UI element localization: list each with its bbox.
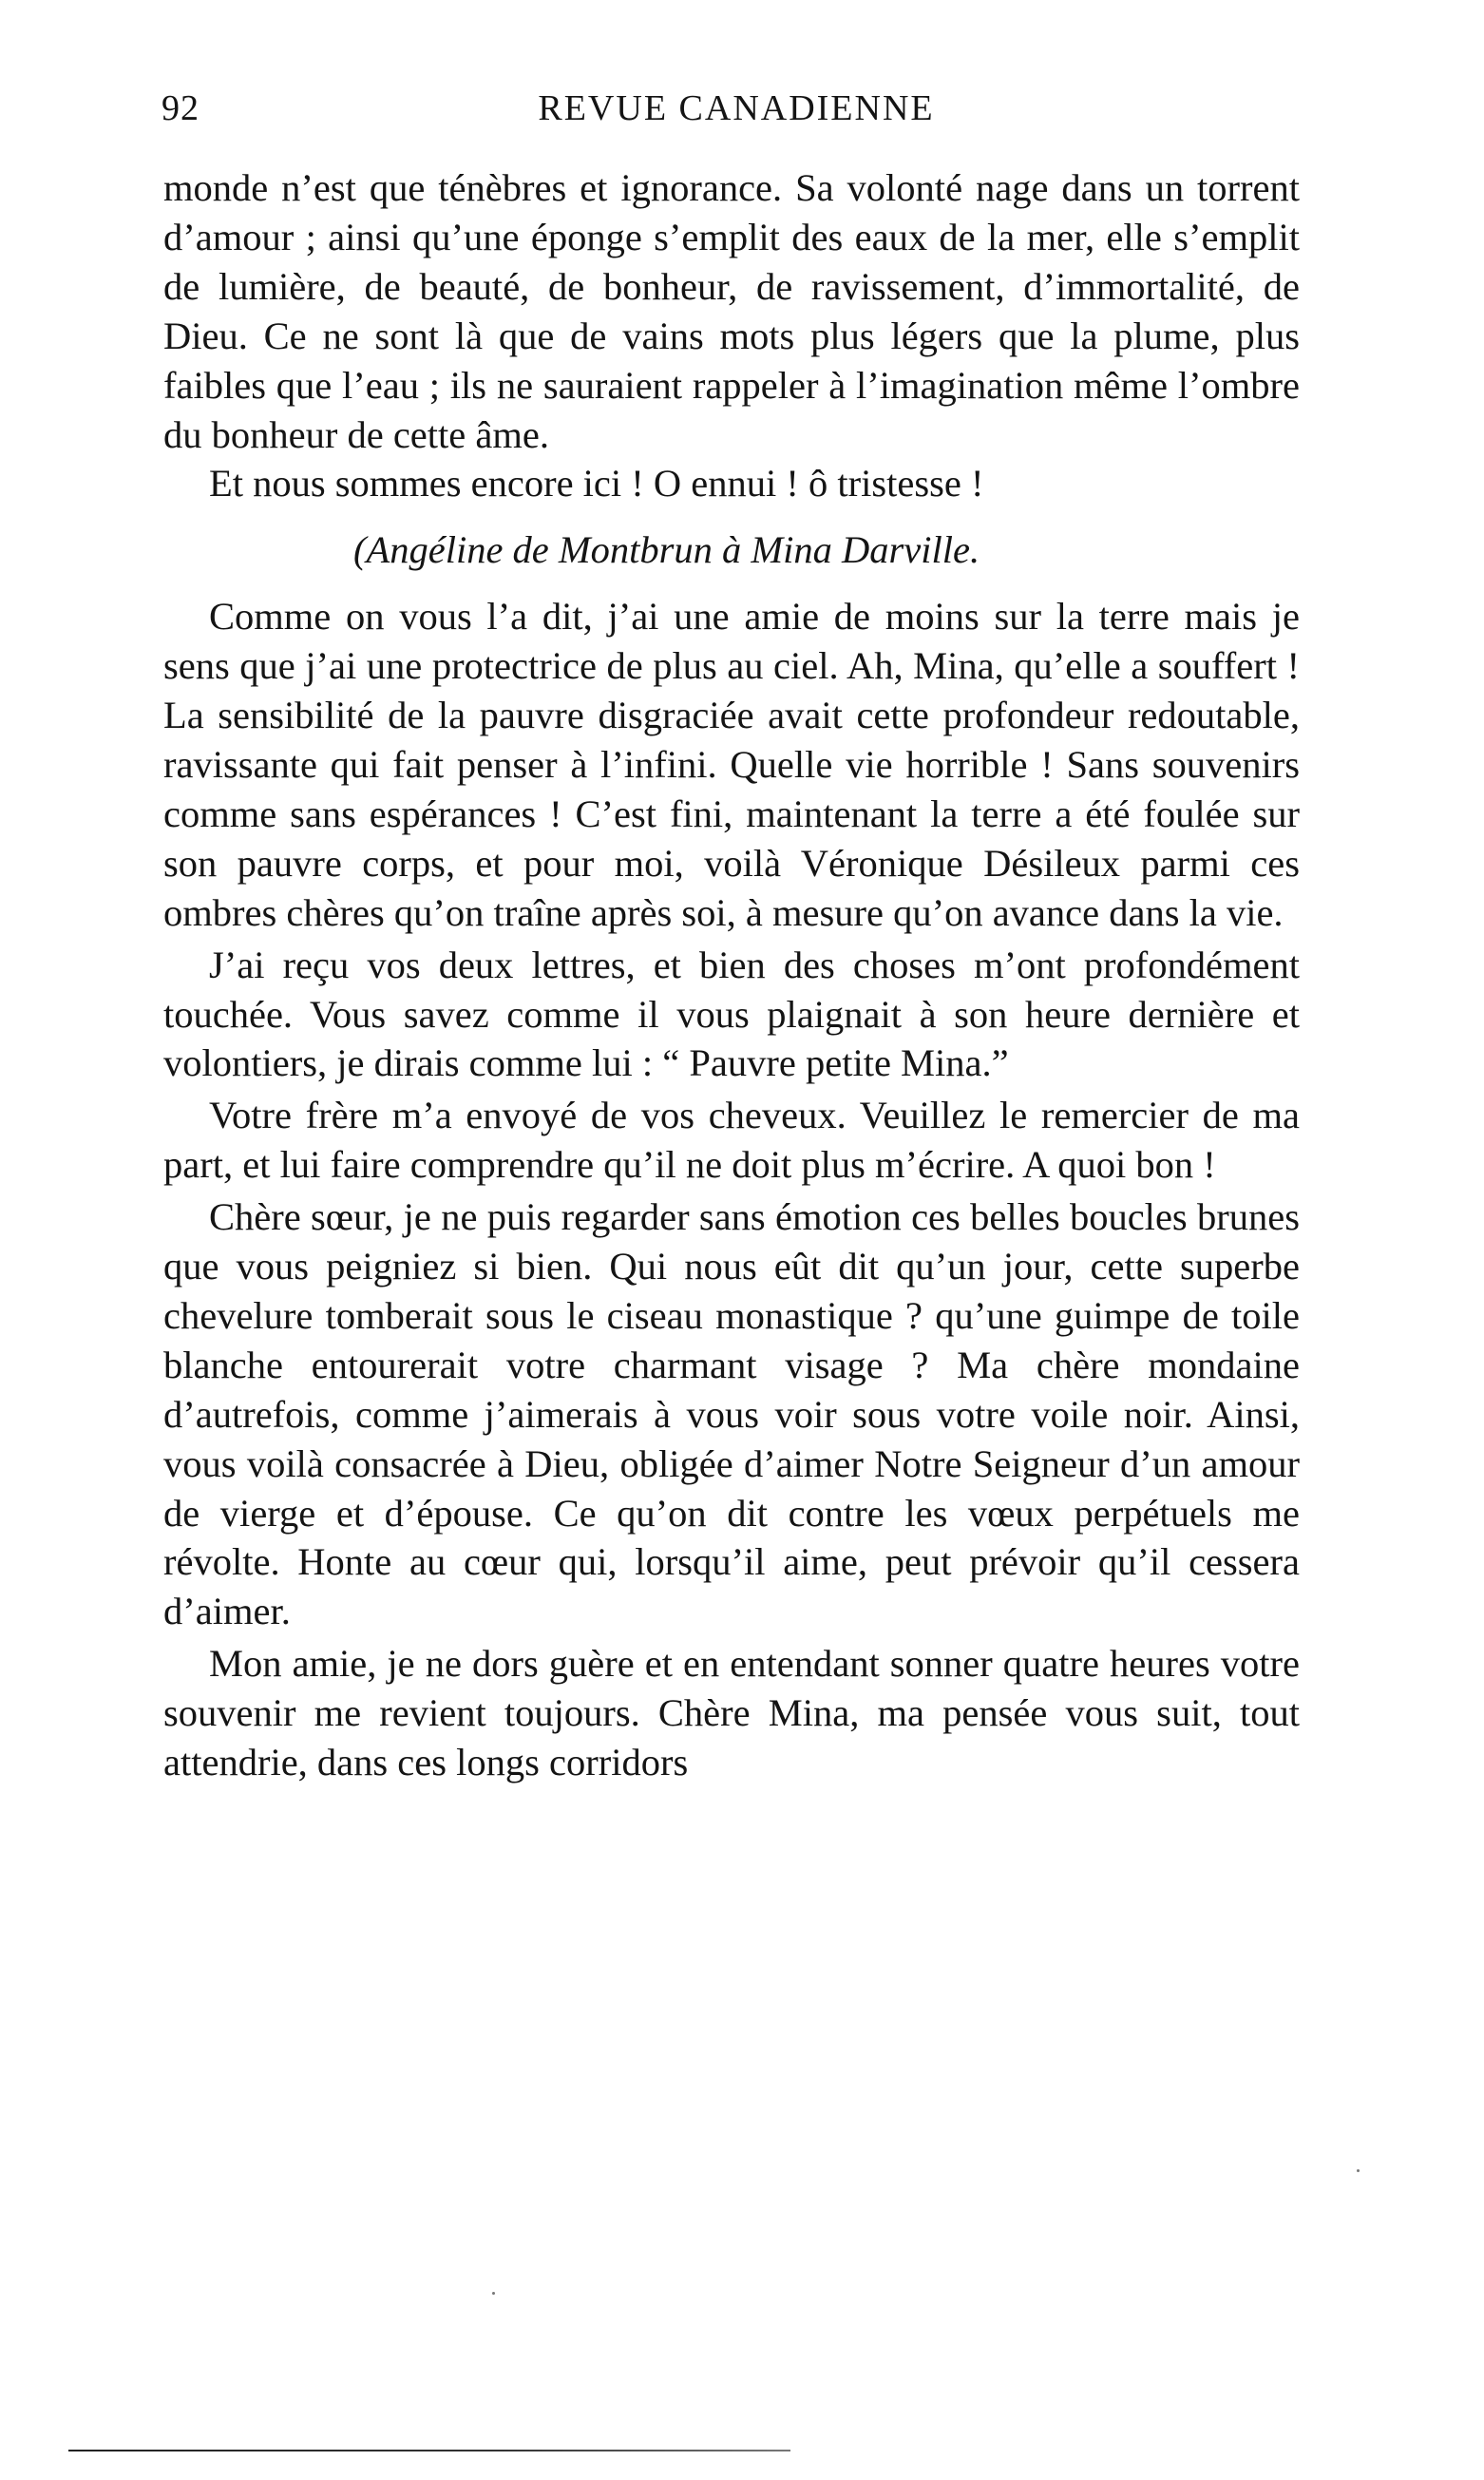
body-text: [163, 163, 1300, 1787]
paragraph: Comme on vous l’a dit, j’ai une amie de moins sur la terre mais je sens que j’ai une protectrice de plus au ciel. Ah, Mina, qu’elle a souffert ! La sensibilité de la pauvre disgraciée avait cette profondeur redoutable, ravissante qui fait penser à l’infini. Quelle vie horrible ! Sans souvenirs comme sans espérances ! C’est fini, maintenant la terre a été foulée sur son pauvre corps, et pour moi, voilà Véronique Désileux parmi ces ombres chères qu’on traîne après soi, à mesure qu’on avance dans la vie.: [163, 595, 1300, 934]
page-header: [162, 87, 1311, 135]
scan-speck: [1357, 2169, 1360, 2172]
running-title: REVUE CANADIENNE: [538, 88, 935, 128]
paragraph: J’ai reçu vos deux lettres, et bien des choses m’ont profondément touchée. Vous savez comme il vous plaignait à son heure dernière et volontiers, je dirais comme lui : “ Pauvre petite Mina.”: [163, 943, 1300, 1085]
scan-speck: [492, 2292, 495, 2295]
letter-heading: (Angéline de Montbrun à Mina Darville.: [353, 528, 980, 572]
paragraph: Mon amie, je ne dors guère et en entendant sonner quatre heures votre souvenir me revient toujours. Chère Mina, ma pensée vous suit, tout attendrie, dans ces longs corridors: [163, 1642, 1300, 1784]
scan-edge-rule: [68, 2450, 790, 2451]
paragraph: Votre frère m’a envoyé de vos cheveux. Veuillez le remercier de ma part, et lui faire comprendre qu’il ne doit plus m’écrire. A quoi bon !: [163, 1094, 1300, 1187]
paragraph-continuation: monde n’est que ténèbres et ignorance. Sa volonté nage dans un torrent d’amour ; ainsi qu’une éponge s’emplit des eaux de la mer, elle s’emplit de lumière, de beauté, de bonheur, de ravissement, d’immortalité, de Dieu. Ce ne sont là que de vains mots plus légers que la plume, plus faibles que l’eau ; ils ne sauraient rappeler à l’imagination même l’ombre du bonheur de cette âme.: [163, 166, 1300, 456]
paragraph: Et nous sommes encore ici ! O ennui ! ô tristesse !: [209, 462, 984, 506]
paragraph: Chère sœur, je ne puis regarder sans émotion ces belles boucles brunes que vous peigniez si bien. Qui nous eût dit qu’un jour, cette superbe chevelure tomberait sous le ciseau monastique ? qu’une guimpe de toile blanche entourerait votre charmant visage ? Ma chère mondaine d’autrefois, comme j’aimerais à vous voir sous votre voile noir. Ainsi, vous voilà consacrée à Dieu, obligée d’aimer Notre Seigneur d’un amour de vierge et d’épouse. Ce qu’on dit contre les vœux perpétuels me révolte. Honte au cœur qui, lorsqu’il aime, peut prévoir qu’il cessera d’aimer.: [163, 1195, 1300, 1633]
page-number: 92: [162, 88, 200, 128]
